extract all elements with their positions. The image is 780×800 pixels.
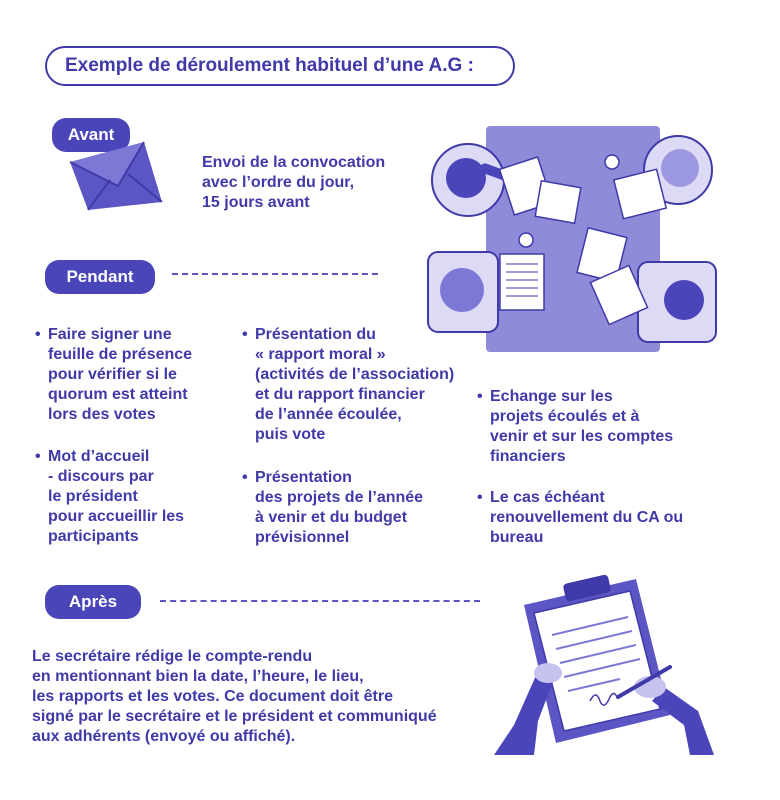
avant-text: Envoi de la convocation avec l’ordre du jour, 15 jours avant: [202, 154, 386, 211]
pendant-item-accueil: • Mot d’accueil - discours par le président pour accueillir les participants: [35, 448, 185, 545]
pendant-item-projets: • Présentation des projets de l’année à venir et du budget prévisionnel: [242, 469, 424, 546]
pendant-item-echange: • Echange sur les projets écoulés et à venir et sur les comptes financiers: [477, 388, 674, 465]
apres-text: Le secrétaire rédige le compte-rendu en mentionnant bien la date, l’heure, le lieu, les rapports et les votes. Ce document doit être signé par le secrétaire et le président et communiqué aux adhérents (envoyé ou affiché).: [32, 648, 437, 745]
pendant-label: Pendant: [45, 260, 155, 294]
pendant-item-rapport: • Présentation du « rapport moral » (activités de l’association) et du rapport financier de l’année écoulée, puis vote: [242, 326, 455, 443]
apres-dashed-divider: [160, 600, 480, 602]
page-title: Exemple de déroulement habituel d’une A.G :: [45, 46, 515, 86]
pendant-item-presence: • Faire signer une feuille de présence pour vérifier si le quorum est atteint lors des votes: [35, 326, 193, 423]
pendant-dashed-divider: [172, 273, 378, 275]
pendant-item-renouvellement: • Le cas échéant renouvellement du CA ou bureau: [477, 489, 684, 546]
envelope-icon: [66, 140, 166, 212]
apres-label: Après: [45, 585, 141, 619]
meeting-table-illustration: [422, 122, 722, 357]
avant-label: Avant: [52, 118, 130, 152]
clipboard-signing-illustration: [494, 575, 714, 755]
